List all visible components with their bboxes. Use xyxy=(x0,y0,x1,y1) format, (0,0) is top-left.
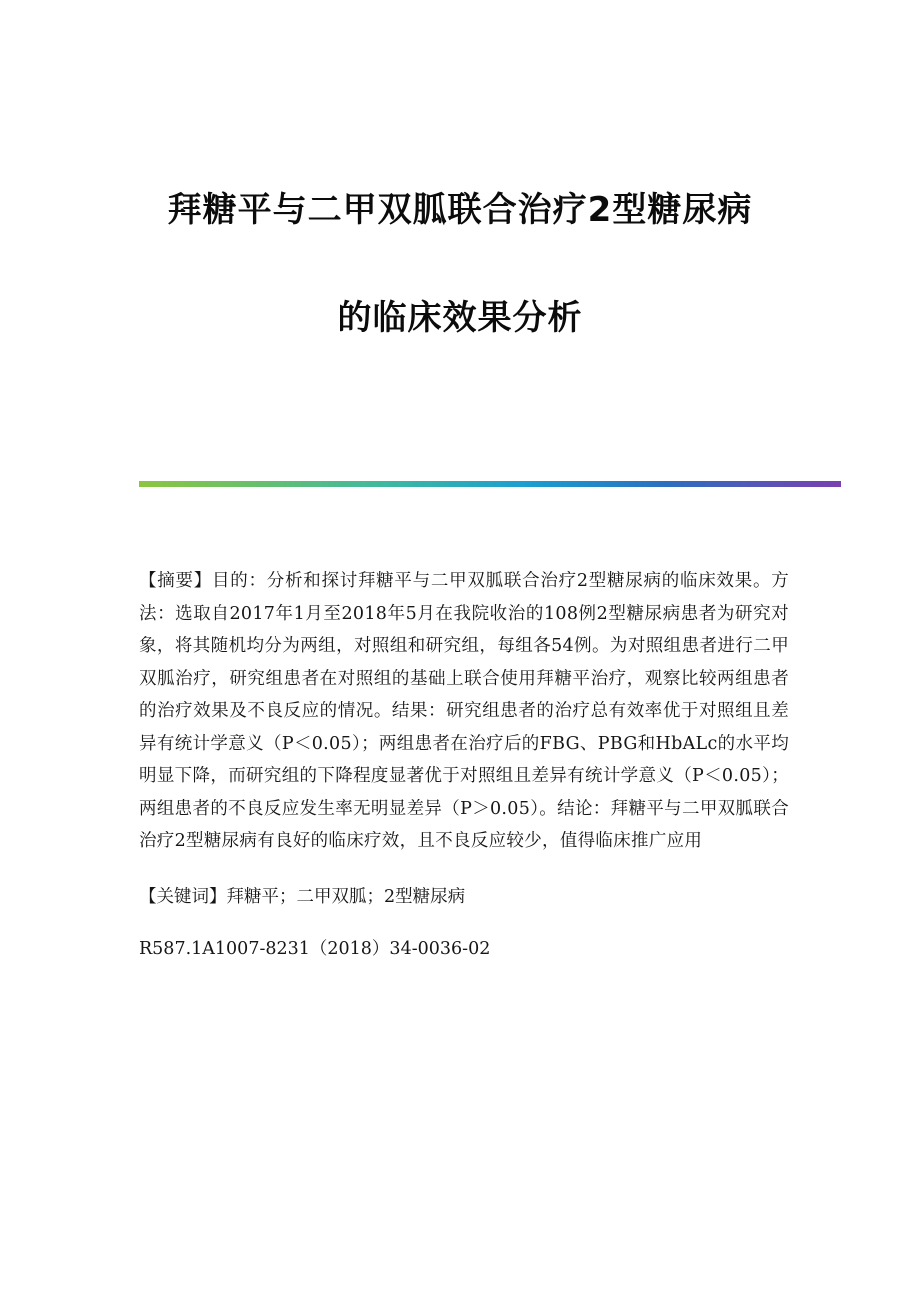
abstract-paragraph xyxy=(139,565,789,858)
abstract-label: 【摘要】 xyxy=(139,571,212,591)
gradient-divider xyxy=(139,481,841,487)
abstract-text: 目的：分析和探讨拜糖平与二甲双胍联合治疗2型糖尿病的临床效果。方法：选取自2017年1月至2018年5月在我院收治的108例2型糖尿病患者为研究对象，将其随机均分为两组，对照组和研究组，每组各54例。为对照组患者进行二甲双胍治疗，研究组患者在对照组的基础上联合使用拜糖平治疗，观察比较两组患者的治疗效果及不良反应的情况。结果：研究组患者的治疗总有效率优于对照组且差异有统计学意义（P＜0.05）；两组患者在治疗后的FBG、PBG和HbALc的水平均明显下降，而研究组的下降程度显著优于对照组且差异有统计学意义（P＜0.05）；两组患者的不良反应发生率无明显差异（P＞0.05）。结论：拜糖平与二甲双胍联合治疗2型糖尿病有良好的临床疗效，且不良反应较少，值得临床推广应用 xyxy=(139,571,789,851)
title-line-1: 拜糖平与二甲双胍联合治疗2型糖尿病 xyxy=(167,190,753,230)
keywords-text: 拜糖平；二甲双胍；2型糖尿病 xyxy=(226,886,466,907)
keywords-paragraph xyxy=(139,881,789,913)
keywords-label: 【关键词】 xyxy=(139,886,227,907)
classification-number: R587.1A1007-8231（2018）34-0036-02 xyxy=(139,938,491,959)
document-body xyxy=(139,565,789,965)
title-line-2: 的临床效果分析 xyxy=(337,298,583,338)
document-title xyxy=(60,188,860,340)
